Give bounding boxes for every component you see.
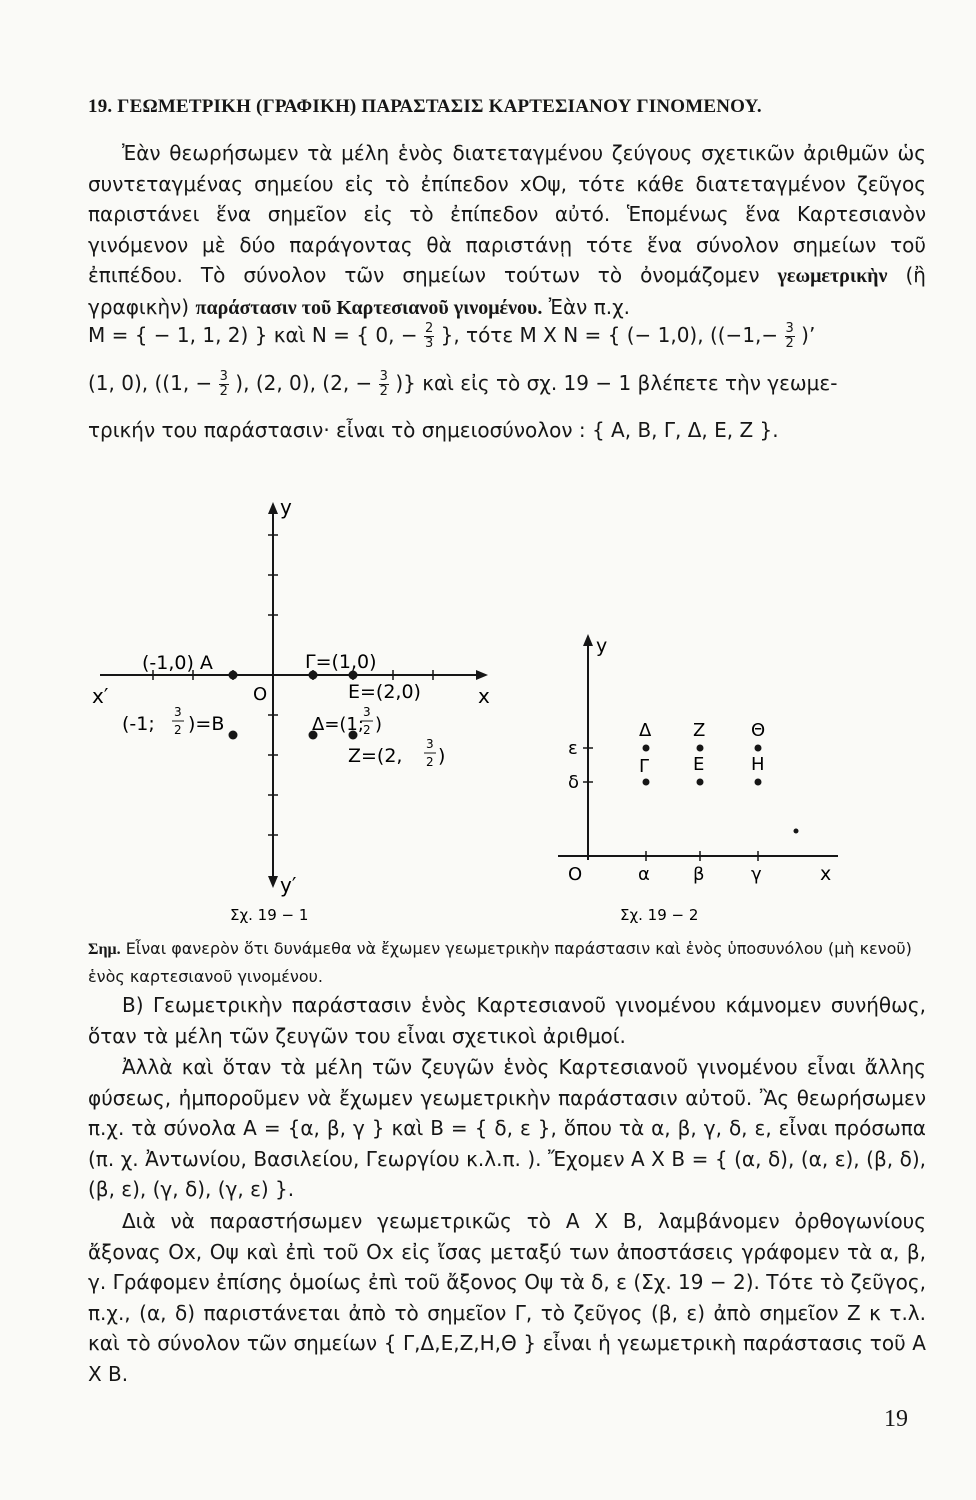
E-label: E: [693, 754, 705, 775]
math-line-2b: ), (2, 0), (2, −: [235, 371, 373, 395]
label-D-den: 2: [363, 723, 371, 737]
note-label: Σημ.: [88, 941, 121, 958]
fraction-three-halves: $\frac{3}{2}$: [219, 369, 228, 399]
label-G: Γ=(1,0): [305, 651, 377, 673]
math-line-1a: M = { − 1, 1, 2) } καὶ N = { 0, −: [88, 323, 418, 347]
math-line-1b: }, τότε M X N = { (− 1,0), ((−1,−: [440, 323, 779, 347]
point-A: [229, 671, 238, 680]
page-number: 19: [884, 1406, 908, 1432]
intro-text-2: (ἢ γραφικὴν): [88, 263, 926, 319]
point-Theta: [755, 745, 762, 752]
label-Z: Z=(2,: [348, 745, 403, 767]
figure-19-2: [548, 624, 848, 930]
gamma-label: γ: [751, 864, 762, 885]
point-H: [755, 779, 762, 786]
Z-label: Z: [693, 720, 706, 741]
y-prime-label: y′: [280, 873, 297, 897]
fraction-two-thirds: $\frac{2}{3}$: [424, 321, 434, 351]
label-Z-end: ): [438, 745, 446, 767]
paragraph-3: Διὰ νὰ παραστήσωμεν γεωμετρικῶς τὸ A X B, λαμβάνομεν ὀρθογωνίους ἄξονας Ox, Oψ καὶ ἐπὶ τοῦ Ox εἰς ἴσας μεταξύ των ἀποστάσεις γράφομεν τὰ α, β, γ. Γράφομεν ἐπίσης ὁμοίως ἐπὶ τοῦ ἄξονος Oψ τὰ δ, ε (Σχ. 19 − 2). Τότε τὸ ζεῦγος, π.χ., (α, δ) παριστάνεται ἀπὸ τὸ σημεῖον Γ, τὸ ζεῦγος (β, ε) ἀπὸ σημεῖον Z κ τ.λ. καὶ τὸ σύνολον τῶν σημείων { Γ,Δ,E,Z,H,Θ } εἶναι ἡ γεωμετρικὴ παράστασις τοῦ A X B.: [88, 1209, 926, 1386]
caption-19-1: Σχ. 19 − 1: [230, 906, 309, 924]
label-B-end: )=B: [188, 713, 225, 735]
alpha-label: α: [638, 864, 650, 885]
origin-label: O: [253, 684, 268, 705]
math-line-2: [88, 370, 837, 399]
label-Z-num: 3: [426, 737, 434, 751]
point-Z: [697, 745, 704, 752]
math-line-1c: )’: [801, 323, 816, 347]
figure-19-1: [80, 490, 510, 930]
Delta-label: Δ: [639, 720, 652, 741]
intro-bold-2: παράστασιν τοῦ Καρτεσιανοῦ γινομένου.: [195, 296, 543, 319]
ticks: [583, 748, 758, 861]
note-text: Εἶναι φανερὸν ὅτι δυνάμεθα νὰ ἔχωμεν γεωμετρικὴν παράστασιν καὶ ἑνὸς ὑποσυνόλου (μὴ κενοῦ) ἑνὸς καρτεσιανοῦ γινομένου.: [88, 939, 912, 986]
H-label: H: [751, 754, 765, 775]
label-D: Δ=(1;: [312, 714, 364, 735]
note: [88, 935, 926, 990]
y-axis-arrow: [268, 502, 278, 514]
label-E: E=(2,0): [348, 681, 421, 703]
math-line-2a: (1, 0), ((1, −: [88, 371, 213, 395]
intro-text-1: Ἐὰν θεωρήσωμεν τὰ μέλη ἑνὸς διατεταγμένου ζεύγους σχετικῶν ἀριθμῶν ὡς συντεταγμένας σημείου εἰς τὸ ἐπίπεδον xOψ, τότε κάθε διατεταγμένον ζεῦγος παριστάνει ἕνα σημεῖον εἰς τὸ ἐπίπεδον αὐτό. Ἑπομένως ἕνα Καρτεσιανὸν γινόμενον μὲ δύο παράγοντας θὰ παριστάνῃ τότε ἕνα σύνολον σημείων τοῦ ἐπιπέδου. Τὸ σύνολον τῶν σημείων τούτων τὸ ὀνομάζομεν: [88, 141, 926, 287]
intro-paragraph: [88, 138, 926, 323]
paragraph-2: Ἀλλὰ καὶ ὅταν τὰ μέλη τῶν ζευγῶν ἑνὸς Καρτεσιανοῦ γινομένου εἶναι ἄλλης φύσεως, ἠμποροῦμεν νὰ ἔχωμεν γεωμετρικὴν παράστασιν αὐτοῦ. Ἂς θεωρήσωμεν π.χ. τὰ σύνολα A = {α, β, γ } καὶ B = { δ, ε }, ὅπου τὰ α, β, γ, δ, ε, εἶναι πρόσωπα (π. χ. Ἀντωνίου, Βασιλείου, Γεωργίου κ.λ.π. ). Ἔχομεν A X B = { (α, δ), (α, ε), (β, δ), (β, ε), (γ, δ), (γ, ε) }.: [88, 1055, 926, 1201]
Theta-label: Θ: [751, 720, 766, 741]
beta-label: β: [693, 864, 705, 885]
x-prime-label: x′: [92, 684, 109, 708]
label-Z-den: 2: [426, 755, 434, 769]
fraction-three-halves: $\frac{3}{2}$: [785, 321, 794, 351]
label-A: (-1,0) A: [142, 652, 213, 674]
label-D-end: ): [375, 714, 383, 735]
y-label: y: [596, 635, 608, 657]
caption-19-2: Σχ. 19 − 2: [620, 906, 699, 924]
x-label: x: [478, 684, 490, 708]
part-b-paragraph: B) Γεωμετρικὴν παράστασιν ἑνὸς Καρτεσιανοῦ γινομένου κάμνομεν συνήθως, ὅταν τὰ μέλη τῶν ζευγῶν του εἶναι σχετικοὶ ἀριθμοί.: [88, 993, 926, 1048]
label-B-num: 3: [174, 705, 182, 719]
y-axis-arrow: [583, 634, 593, 646]
y-axis-arrow-down: [268, 876, 278, 888]
point-E: [697, 779, 704, 786]
y-label: y: [280, 495, 292, 519]
epsilon-label: ε: [568, 738, 578, 759]
intro-text-3: Ἐὰν π.χ.: [542, 294, 631, 319]
Gamma-label: Γ: [639, 756, 650, 777]
section-heading: 19. ΓΕΩΜΕΤΡΙΚΗ (ΓΡΑΦΙΚΗ) ΠΑΡΑΣΤΑΣΙΣ ΚΑΡΤΕΣΙΑΝΟΥ ΓΙΝΟΜΕΝΟΥ.: [88, 96, 762, 117]
label-D-num: 3: [363, 705, 371, 719]
fraction-three-halves: $\frac{3}{2}$: [379, 369, 388, 399]
point-B: [229, 731, 238, 740]
origin-label: O: [568, 864, 583, 885]
label-B-den: 2: [174, 723, 182, 737]
x-label: x: [820, 863, 832, 885]
delta-label: δ: [568, 772, 580, 793]
math-line-3: τρικήν του παράστασιν· εἶναι τὸ σημειοσύνολον : { A, B, Γ, Δ, E, Z }.: [88, 418, 779, 442]
point-Gamma: [643, 779, 650, 786]
intro-bold-1: γεωμετρικὴν: [777, 265, 888, 287]
label-B: (-1;: [122, 713, 155, 735]
stray-dot: [794, 829, 799, 834]
math-line-2c: )} καὶ εἰς τὸ σχ. 19 − 1 βλέπετε τὴν γεωμε-: [395, 371, 838, 395]
point-Delta: [643, 745, 650, 752]
math-line-1: [88, 322, 815, 351]
x-axis-arrow: [476, 670, 488, 680]
